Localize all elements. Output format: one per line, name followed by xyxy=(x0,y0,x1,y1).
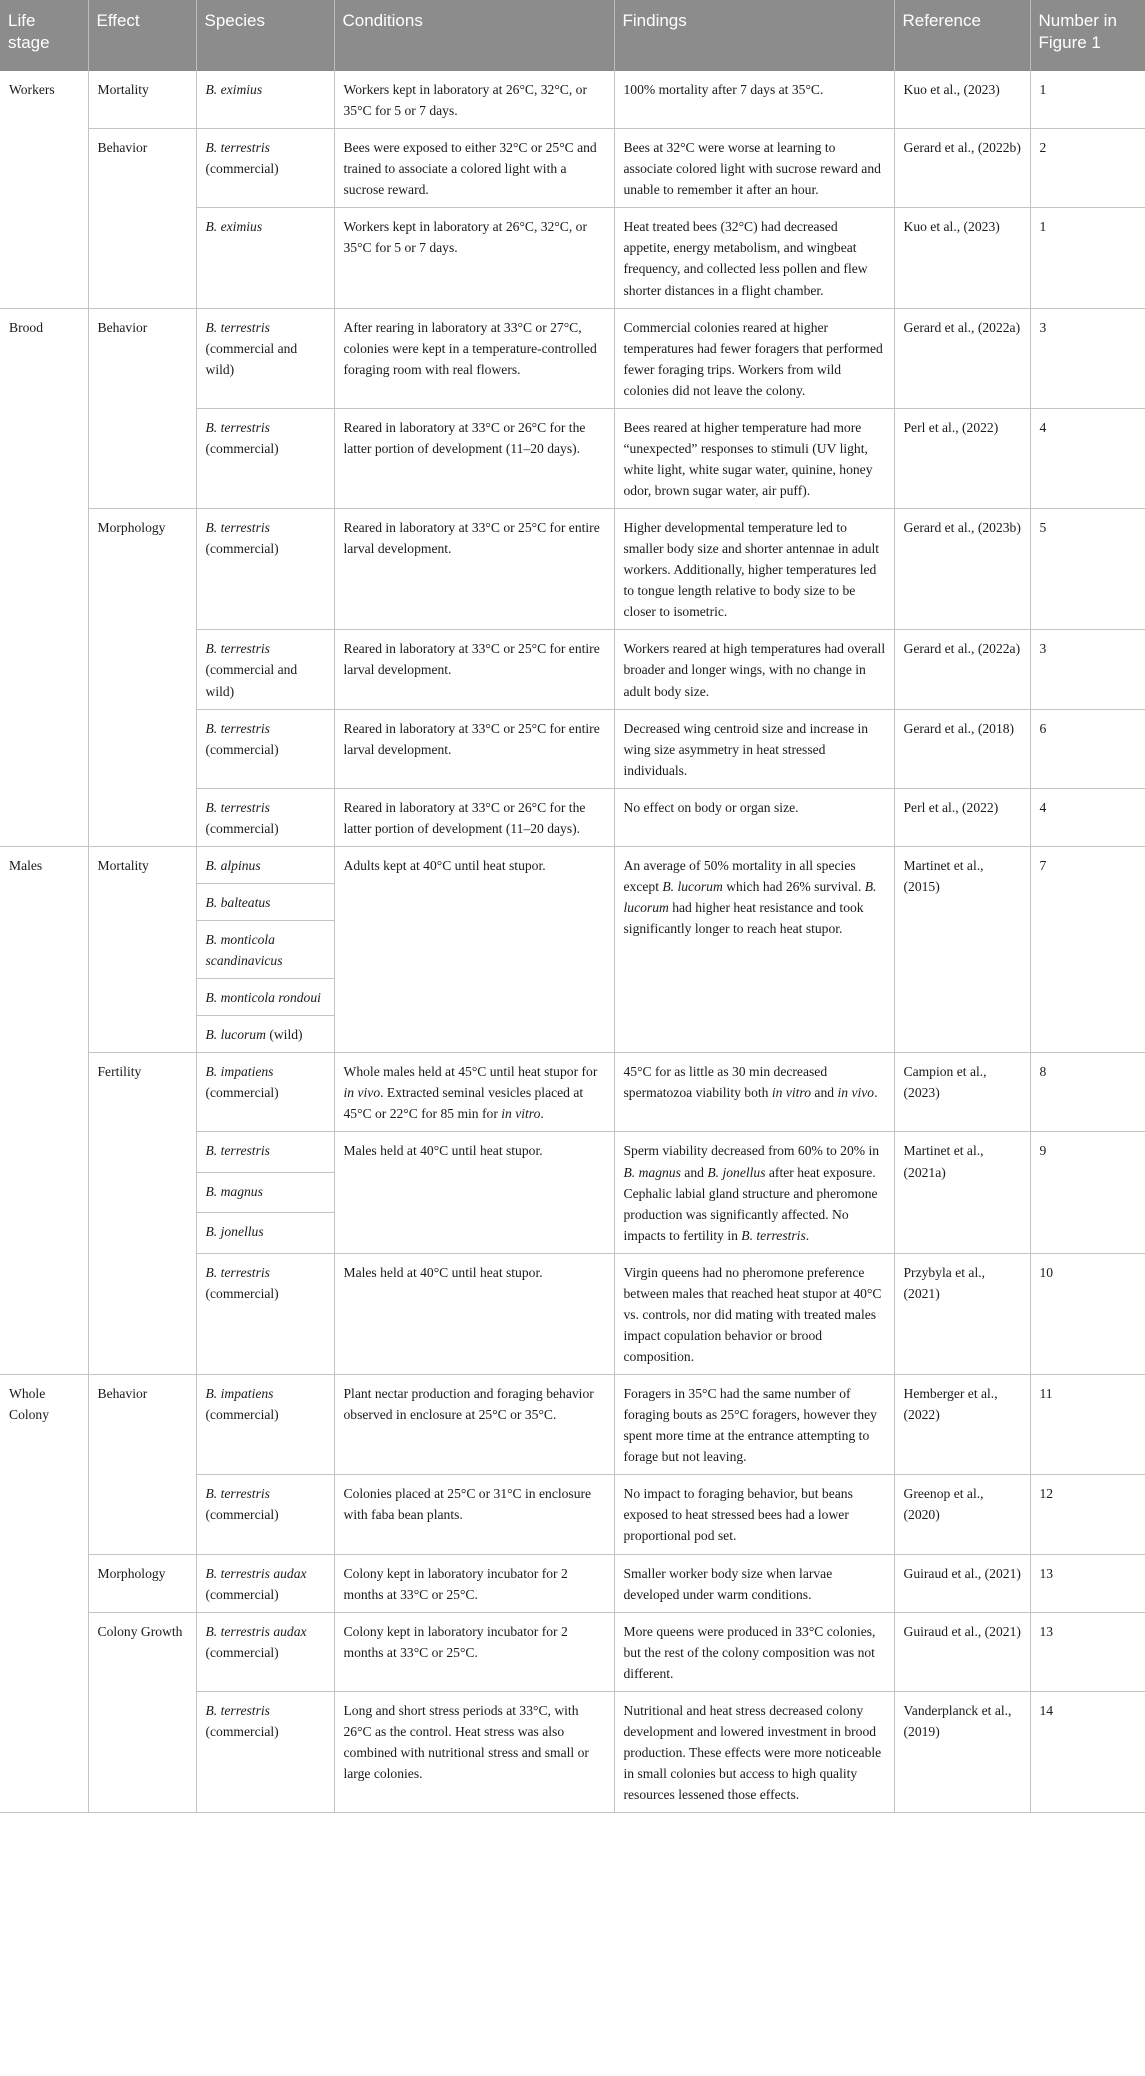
species-cell: B. terrestris (commercial and wild) xyxy=(196,630,334,709)
reference-cell: Vanderplanck et al., (2019) xyxy=(894,1691,1030,1812)
table-row xyxy=(0,1375,1145,1475)
findings-cell: Smaller worker body size when larvae developed under warm conditions. xyxy=(614,1554,894,1612)
conditions-cell: Workers kept in laboratory at 26°C, 32°C, or 35°C for 5 or 7 days. xyxy=(334,71,614,129)
table-row xyxy=(0,308,1145,408)
conditions-cell: Workers kept in laboratory at 26°C, 32°C, or 35°C for 5 or 7 days. xyxy=(334,208,614,308)
conditions-cell: Bees were exposed to either 32°C or 25°C and trained to associate a colored light with a sucrose reward. xyxy=(334,129,614,208)
reference-cell: Martinet et al., (2015) xyxy=(894,846,1030,1052)
species-cell: B. terrestris (commercial) xyxy=(196,709,334,788)
effect-cell: Morphology xyxy=(88,1554,196,1612)
findings-cell: Bees reared at higher temperature had more “unexpected” responses to stimuli (UV light, white light, white sugar water, quinine, honey odor, brown sugar water, air puff). xyxy=(614,408,894,508)
reference-cell: Campion et al., (2023) xyxy=(894,1053,1030,1132)
species-cell: B. monticola rondoui xyxy=(196,979,334,1016)
conditions-cell: Whole males held at 45°C until heat stupor for in vivo. Extracted seminal vesicles placed at 45°C or 22°C for 85 min for in vitro. xyxy=(334,1053,614,1132)
findings-cell: Foragers in 35°C had the same number of foraging bouts as 25°C foragers, however they spent more time at the entrance attempting to forage but not leaving. xyxy=(614,1375,894,1475)
conditions-cell: Males held at 40°C until heat stupor. xyxy=(334,1132,614,1253)
header-species: Species xyxy=(196,0,334,71)
reference-cell: Kuo et al., (2023) xyxy=(894,71,1030,129)
conditions-cell: Colonies placed at 25°C or 31°C in enclosure with faba bean plants. xyxy=(334,1475,614,1554)
conditions-cell: Reared in laboratory at 33°C or 25°C for entire larval development. xyxy=(334,509,614,630)
species-cell: B. impatiens (commercial) xyxy=(196,1053,334,1132)
conditions-cell: Long and short stress periods at 33°C, with 26°C as the control. Heat stress was also combined with nutritional stress and small or large colonies. xyxy=(334,1691,614,1812)
figure-number-cell: 3 xyxy=(1030,630,1145,709)
reference-cell: Hemberger et al., (2022) xyxy=(894,1375,1030,1475)
species-cell: B. terrestris (commercial) xyxy=(196,1253,334,1374)
findings-cell: Virgin queens had no pheromone preference between males that reached heat stupor at 40°C vs. controls, nor did mating with treated males impact copulation behavior or brood composition. xyxy=(614,1253,894,1374)
findings-cell: Nutritional and heat stress decreased colony development and lowered investment in brood production. These effects were more noticeable in small colonies but access to high quality resources lessened those effects. xyxy=(614,1691,894,1812)
header-conditions: Conditions xyxy=(334,0,614,71)
figure-number-cell: 6 xyxy=(1030,709,1145,788)
conditions-cell: Plant nectar production and foraging behavior observed in enclosure at 25°C or 35°C. xyxy=(334,1375,614,1475)
findings-cell: Heat treated bees (32°C) had decreased appetite, energy metabolism, and wingbeat frequency, and collected less pollen and flew shorter distances in a flight chamber. xyxy=(614,208,894,308)
findings-cell: Commercial colonies reared at higher temperatures had fewer foragers that performed fewer foraging trips. Workers from wild colonies did not leave the colony. xyxy=(614,308,894,408)
species-cell: B. alpinus xyxy=(196,846,334,883)
species-cell: B. magnus xyxy=(196,1172,334,1212)
figure-number-cell: 1 xyxy=(1030,71,1145,129)
figure-number-cell: 8 xyxy=(1030,1053,1145,1132)
species-cell: B. terrestris audax (commercial) xyxy=(196,1554,334,1612)
findings-cell: No effect on body or organ size. xyxy=(614,788,894,846)
reference-cell: Przybyla et al., (2021) xyxy=(894,1253,1030,1374)
figure-number-cell: 10 xyxy=(1030,1253,1145,1374)
reference-cell: Gerard et al., (2022a) xyxy=(894,308,1030,408)
header-findings: Findings xyxy=(614,0,894,71)
reference-cell: Kuo et al., (2023) xyxy=(894,208,1030,308)
conditions-cell: Colony kept in laboratory incubator for 2 months at 33°C or 25°C. xyxy=(334,1612,614,1691)
table-row xyxy=(0,846,1145,883)
figure-number-cell: 3 xyxy=(1030,308,1145,408)
species-cell: B. impatiens (commercial) xyxy=(196,1375,334,1475)
header-figure-number: Number in Figure 1 xyxy=(1030,0,1145,71)
findings-cell: An average of 50% mortality in all species except B. lucorum which had 26% survival. B. lucorum had higher heat resistance and took significantly longer to reach heat stupor. xyxy=(614,846,894,1052)
species-cell: B. terrestris (commercial) xyxy=(196,788,334,846)
findings-cell: Sperm viability decreased from 60% to 20% in B. magnus and B. jonellus after heat exposure. Cephalic labial gland structure and pheromone production was significantly affected. No impacts to fertility in B. terrestris. xyxy=(614,1132,894,1253)
species-cell: B. terrestris (commercial) xyxy=(196,1475,334,1554)
conditions-cell: Reared in laboratory at 33°C or 25°C for entire larval development. xyxy=(334,709,614,788)
findings-cell: More queens were produced in 33°C colonies, but the rest of the colony composition was not different. xyxy=(614,1612,894,1691)
findings-cell: Higher developmental temperature led to smaller body size and shorter antennae in adult workers. Additionally, higher temperatures led to tongue length relative to body size to be closer to isometric. xyxy=(614,509,894,630)
species-cell: B. terrestris (commercial) xyxy=(196,509,334,630)
effect-cell: Mortality xyxy=(88,846,196,1052)
conditions-cell: Reared in laboratory at 33°C or 26°C for the latter portion of development (11–20 days). xyxy=(334,788,614,846)
figure-number-cell: 13 xyxy=(1030,1554,1145,1612)
species-cell: B. lucorum (wild) xyxy=(196,1016,334,1053)
effect-cell: Fertility xyxy=(88,1053,196,1375)
reference-cell: Gerard et al., (2022a) xyxy=(894,630,1030,709)
header-effect: Effect xyxy=(88,0,196,71)
table-row xyxy=(0,1554,1145,1612)
conditions-cell: Reared in laboratory at 33°C or 26°C for the latter portion of development (11–20 days). xyxy=(334,408,614,508)
reference-cell: Guiraud et al., (2021) xyxy=(894,1612,1030,1691)
life-stage-cell: Whole Colony xyxy=(0,1375,88,1813)
figure-number-cell: 12 xyxy=(1030,1475,1145,1554)
species-cell: B. balteatus xyxy=(196,883,334,920)
findings-cell: 100% mortality after 7 days at 35°C. xyxy=(614,71,894,129)
species-cell: B. terrestris (commercial) xyxy=(196,408,334,508)
effect-cell: Behavior xyxy=(88,308,196,509)
findings-cell: Decreased wing centroid size and increase in wing size asymmetry in heat stressed individuals. xyxy=(614,709,894,788)
effect-cell: Morphology xyxy=(88,509,196,847)
reference-cell: Perl et al., (2022) xyxy=(894,788,1030,846)
header-reference: Reference xyxy=(894,0,1030,71)
species-cell: B. terrestris xyxy=(196,1132,334,1172)
findings-cell: No impact to foraging behavior, but beans exposed to heat stressed bees had a lower proportional pod set. xyxy=(614,1475,894,1554)
table-row xyxy=(0,509,1145,630)
life-stage-cell: Males xyxy=(0,846,88,1374)
species-cell: B. terrestris (commercial) xyxy=(196,129,334,208)
figure-number-cell: 1 xyxy=(1030,208,1145,308)
conditions-cell: After rearing in laboratory at 33°C or 27°C, colonies were kept in a temperature-controlled foraging room with real flowers. xyxy=(334,308,614,408)
figure-number-cell: 4 xyxy=(1030,788,1145,846)
reference-cell: Gerard et al., (2022b) xyxy=(894,129,1030,208)
reference-cell: Gerard et al., (2018) xyxy=(894,709,1030,788)
figure-number-cell: 14 xyxy=(1030,1691,1145,1812)
effect-cell: Behavior xyxy=(88,129,196,308)
conditions-cell: Adults kept at 40°C until heat stupor. xyxy=(334,846,614,1052)
findings-cell: Bees at 32°C were worse at learning to associate colored light with sucrose reward and unable to remember it after an hour. xyxy=(614,129,894,208)
reference-cell: Martinet et al., (2021a) xyxy=(894,1132,1030,1253)
conditions-cell: Males held at 40°C until heat stupor. xyxy=(334,1253,614,1374)
life-stage-cell: Workers xyxy=(0,71,88,309)
table-row xyxy=(0,1053,1145,1132)
table-row xyxy=(0,129,1145,208)
table-row xyxy=(0,1612,1145,1691)
species-cell: B. monticola scandinavicus xyxy=(196,921,334,979)
reference-cell: Perl et al., (2022) xyxy=(894,408,1030,508)
reference-cell: Greenop et al., (2020) xyxy=(894,1475,1030,1554)
life-stage-cell: Brood xyxy=(0,308,88,846)
effect-cell: Colony Growth xyxy=(88,1612,196,1813)
header-life-stage: Life stage xyxy=(0,0,88,71)
figure-number-cell: 5 xyxy=(1030,509,1145,630)
figure-number-cell: 13 xyxy=(1030,1612,1145,1691)
reference-cell: Guiraud et al., (2021) xyxy=(894,1554,1030,1612)
species-cell: B. terrestris audax (commercial) xyxy=(196,1612,334,1691)
findings-cell: 45°C for as little as 30 min decreased spermatozoa viability both in vitro and in vivo. xyxy=(614,1053,894,1132)
species-cell: B. eximius xyxy=(196,71,334,129)
species-cell: B. jonellus xyxy=(196,1213,334,1253)
figure-number-cell: 2 xyxy=(1030,129,1145,208)
conditions-cell: Reared in laboratory at 33°C or 25°C for entire larval development. xyxy=(334,630,614,709)
figure-number-cell: 4 xyxy=(1030,408,1145,508)
table-row xyxy=(0,71,1145,129)
species-cell: B. terrestris (commercial and wild) xyxy=(196,308,334,408)
conditions-cell: Colony kept in laboratory incubator for 2 months at 33°C or 25°C. xyxy=(334,1554,614,1612)
findings-cell: Workers reared at high temperatures had overall broader and longer wings, with no change in adult body size. xyxy=(614,630,894,709)
effect-cell: Behavior xyxy=(88,1375,196,1554)
figure-number-cell: 9 xyxy=(1030,1132,1145,1253)
reference-cell: Gerard et al., (2023b) xyxy=(894,509,1030,630)
species-cell: B. eximius xyxy=(196,208,334,308)
figure-number-cell: 11 xyxy=(1030,1375,1145,1475)
effect-cell: Mortality xyxy=(88,71,196,129)
figure-number-cell: 7 xyxy=(1030,846,1145,1052)
species-cell: B. terrestris (commercial) xyxy=(196,1691,334,1812)
header-row xyxy=(0,0,1145,71)
